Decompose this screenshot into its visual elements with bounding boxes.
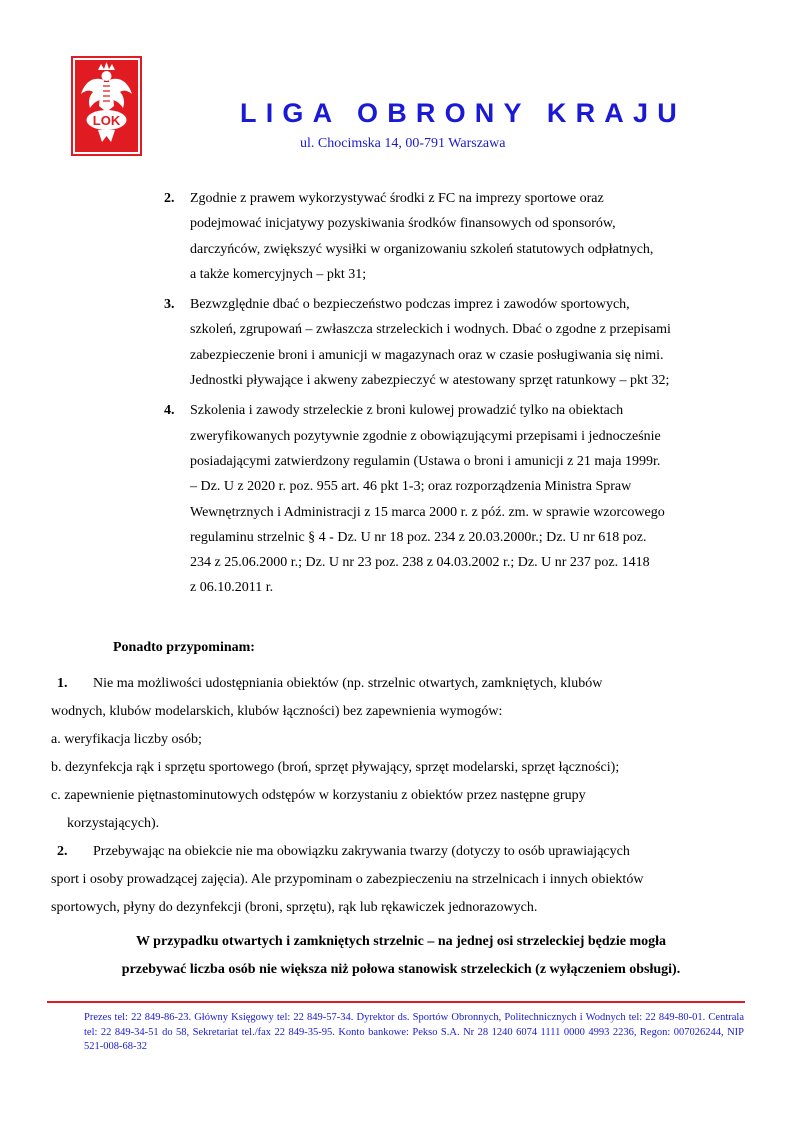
reminder-line: wodnych, klubów modelarskich, klubów łączności) bez zapewnienia wymogów: — [51, 704, 503, 719]
organization-name: LIGA OBRONY KRAJU — [240, 98, 686, 128]
list-item — [164, 292, 744, 393]
reminder-number: 2. — [57, 844, 68, 859]
reminder-heading: Ponadto przypominam: — [113, 640, 255, 655]
reminder-text: Nie ma możliwości udostępniania obiektów (np. strzelnic otwartych, zamkniętych, klubów — [93, 676, 603, 691]
footer-divider — [47, 1001, 745, 1003]
item-line: 234 z 25.06.2000 r.; Dz. U nr 23 poz. 238 z 04.03.2002 r.; Dz. U nr 237 poz. 1418 — [190, 555, 650, 571]
list-item — [164, 398, 744, 600]
organization-address: ul. Chocimska 14, 00-791 Warszawa — [300, 136, 506, 151]
item-number: 4. — [164, 403, 175, 419]
item-line: zweryfikowanych pozytywnie zgodnie z obowiązującymi przepisami i jednocześnie — [190, 428, 661, 444]
reminder-subitem-c: c. zapewnienie piętnastominutowych odstępów w korzystaniu z obiektów przez następne grupy — [51, 788, 586, 803]
item-line: a także komercyjnych – pkt 31; — [190, 266, 367, 282]
reminder-line: sportowych, płyny do dezynfekcji (broni, sprzętu), rąk lub rękawiczek jednorazowych. — [51, 900, 538, 915]
reminder-item-1 — [51, 670, 751, 838]
item-number: 3. — [164, 297, 175, 313]
numbered-list — [164, 186, 744, 606]
list-item — [164, 186, 744, 287]
warning-line: W przypadku otwartych i zamkniętych strzelnic – na jednej osi strzeleckiej będzie mogła — [135, 934, 667, 949]
item-line: zabezpieczenie broni i amunicji w magazynach oraz w czasie posługiwania się nimi. — [190, 347, 664, 363]
reminder-subitem-a: a. weryfikacja liczby osób; — [51, 732, 202, 747]
item-line: Jednostki pływające i akweny zabezpieczyć w atestowany sprzęt ratunkowy – pkt 32; — [190, 373, 670, 389]
footer-contact-info: Prezes tel: 22 849-86-23. Główny Księgowy tel: 22 849-57-34. Dyrektor ds. Sportów Obronnych, Politechnicznych i Wodnych tel: 22 849-80-01. Centrala tel: 22 849-34-51 do 58, Sekretariat tel./fax 22 849-35-95. Konto bankowe: Pekso S.A. Nr 28 1240 6074 1111 0000 4993 2236, Regon: 007026244, NIP 521-008-68-32 — [84, 1012, 744, 1052]
reminder-item-2 — [51, 838, 751, 922]
item-line: regulaminu strzelnic § 4 - Dz. U nr 18 poz. 234 z 20.03.2000r.; Dz. U nr 618 poz. — [190, 529, 647, 545]
item-line: podejmować inicjatywy pozyskiwania środków finansowych od sponsorów, — [190, 216, 616, 232]
item-line: szkoleń, zgrupowań – zwłaszcza strzeleckich i wodnych. Dbać o zgodne z przepisami — [190, 322, 671, 338]
item-line: darczyńców, zwiększyć wysiłki w organizowaniu szkoleń statutowych odpłatnych, — [190, 241, 654, 257]
item-line: Szkolenia i zawody strzeleckie z broni kulowej prowadzić tylko na obiektach — [190, 403, 624, 419]
item-line: Bezwzględnie dbać o bezpieczeństwo podczas imprez i zawodów sportowych, — [190, 297, 630, 313]
warning-line: przebywać liczba osób nie większa niż połowa stanowisk strzeleckich (z wyłączeniem obsługi). — [121, 962, 681, 977]
item-line: – Dz. U z 2020 r. poz. 955 art. 46 pkt 1-3; oraz rozporządzenia Ministra Spraw — [190, 479, 632, 495]
eagle-emblem-icon — [71, 56, 142, 156]
item-number: 2. — [164, 191, 175, 206]
reminder-subitem-c-cont: korzystających). — [67, 816, 160, 831]
reminder-line — [51, 838, 751, 866]
reminder-line — [51, 670, 751, 698]
item-line: Zgodnie z prawem wykorzystywać środki z FC na imprezy sportowe oraz — [190, 191, 604, 206]
reminder-number: 1. — [57, 676, 68, 691]
logo-text: LOK — [92, 113, 121, 128]
item-line: posiadającymi zatwierdzony regulamin (Ustawa o broni i amunicji z 21 maja 1999r. — [190, 453, 661, 469]
item-line: z 06.10.2011 r. — [190, 580, 274, 596]
item-line: Wewnętrznych i Administracji z 15 marca 2000 r. z póź. zm. w sprawie wzorcowego — [190, 504, 665, 520]
reminder-text: Przebywając na obiekcie nie ma obowiązku zakrywania twarzy (dotyczy to osób uprawiających — [93, 844, 630, 859]
reminder-subitem-b: b. dezynfekcja rąk i sprzętu sportowego (broń, sprzęt pływający, sprzęt modelarski, sprzęt łączności); — [51, 760, 620, 775]
lok-logo — [71, 56, 142, 156]
reminder-line: sport i osoby prowadzącej zajęcia). Ale przypominam o zabezpieczeniu na strzelnicach i innych obiektów — [51, 872, 644, 887]
shooting-range-warning — [51, 928, 751, 984]
